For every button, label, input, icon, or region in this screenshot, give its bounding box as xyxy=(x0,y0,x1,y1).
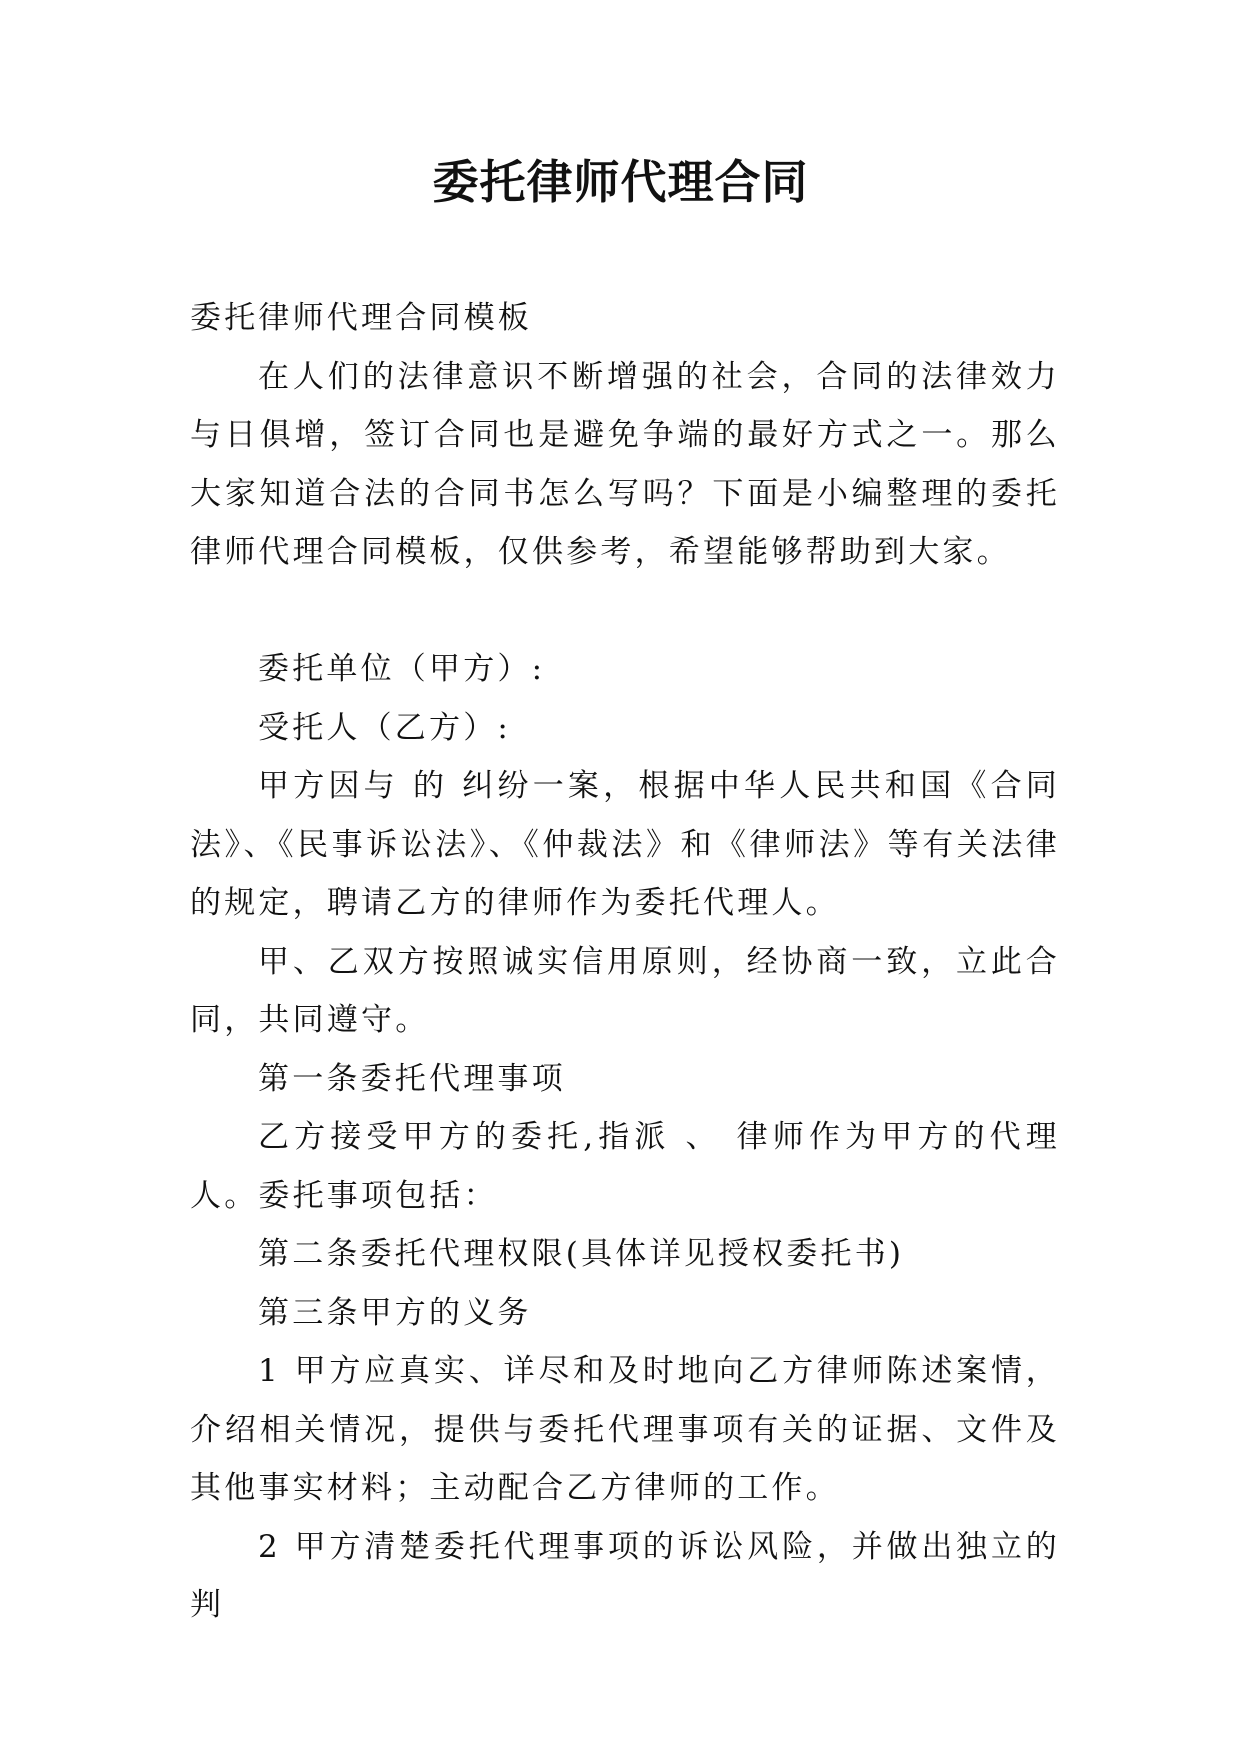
article-3-heading: 第三条甲方的义务 xyxy=(258,1294,532,1331)
agreement-paragraph: 甲、乙双方按照诚实信用原则，经协商一致，立此合同，共同遵守。 xyxy=(190,943,1060,1038)
article-2-heading: 第二条委托代理权限(具体详见授权委托书) xyxy=(258,1236,905,1272)
subtitle-paragraph: 委托律师代理合同模板 xyxy=(190,300,532,336)
article-1-body: 乙方接受甲方的委托,指派 、 律师作为甲方的代理人。委托事项包括： xyxy=(190,1119,1060,1214)
document-body xyxy=(190,289,1060,1635)
intro-paragraph: 在人们的法律意识不断增强的社会，合同的法律效力与日俱增，签订合同也是避免争端的最好方式之一。那么大家知道合法的合同书怎么写吗？下面是小编整理的委托律师代理合同模板，仅供参考，希望能够帮助到大家。 xyxy=(190,358,1060,570)
paragraph-spacer xyxy=(190,582,1060,641)
party-b-line: 受托人（乙方）: xyxy=(258,709,512,746)
document-title: 委托律师代理合同 xyxy=(432,155,809,209)
party-a-line: 委托单位（甲方）: xyxy=(258,651,546,687)
case-paragraph: 甲方因与 的 纠纷一案，根据中华人民共和国《合同法》、《民事诉讼法》、《仲裁法》和《律师法》等有关法律的规定，聘请乙方的律师作为委托代理人。 xyxy=(190,768,1060,921)
article-1-heading: 第一条委托代理事项 xyxy=(258,1060,566,1097)
article-3-item-2: 2 甲方清楚委托代理事项的诉讼风险，并做出独立的判 xyxy=(190,1528,1060,1623)
article-3-item-1: 1 甲方应真实、详尽和及时地向乙方律师陈述案情，介绍相关情况，提供与委托代理事项有关的证据、文件及其他事实材料；主动配合乙方律师的工作。 xyxy=(190,1353,1060,1506)
